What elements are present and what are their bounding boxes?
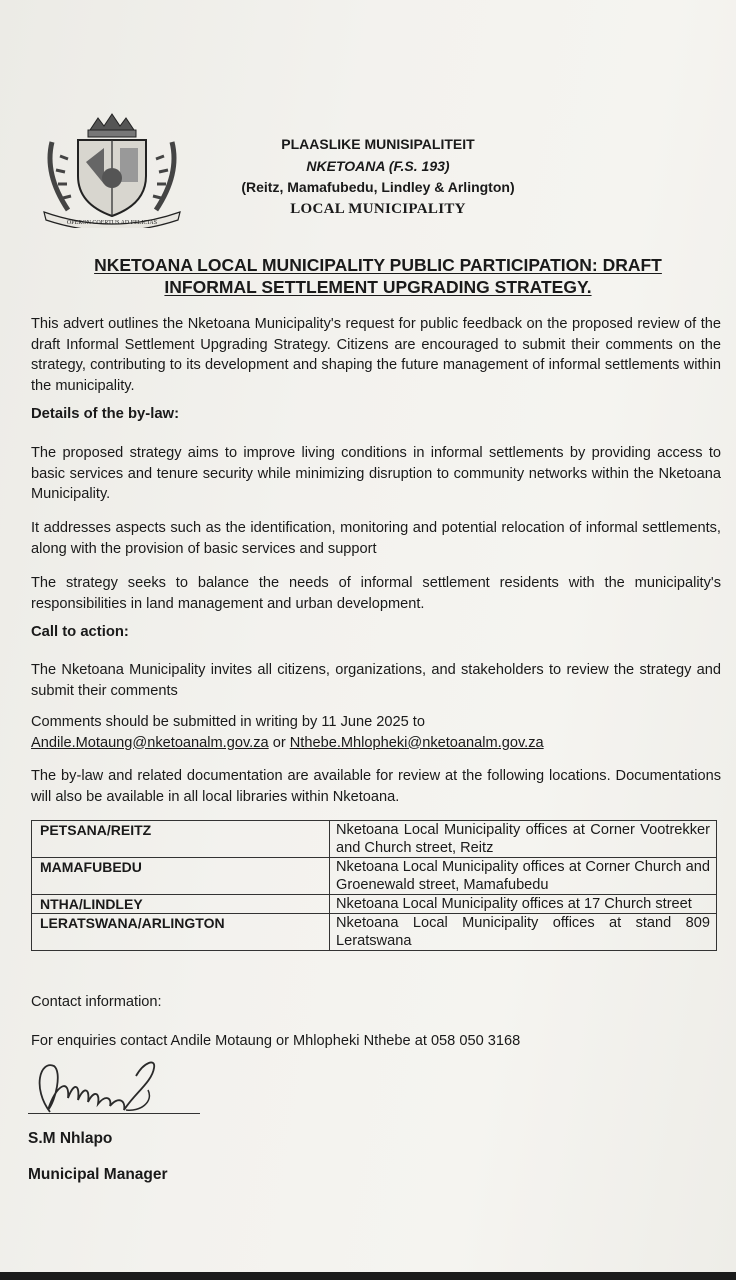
details-paragraph-1: The proposed strategy aims to improve living conditions in informal settlements by providing access to basic services and tenure security while minimizing disruption to community networks within the Nketoana Municipality. xyxy=(31,445,721,502)
signatory-name: S.M Nhlapo xyxy=(28,1130,113,1147)
details-paragraph-3: The strategy seeks to balance the needs of informal settlement residents with the municipality's responsibilities in land management and urban development. xyxy=(31,575,721,612)
submission-text: Comments should be submitted in writing by 11 June 2025 to xyxy=(31,714,425,730)
call-paragraph-1: The Nketoana Municipality invites all citizens, organizations, and stakeholders to review the strategy and submit their comments xyxy=(31,662,721,699)
or-text: or xyxy=(272,734,286,751)
intro-paragraph: This advert outlines the Nketoana Municipality's request for public feedback on the proposed review of the draft Informal Settlement Upgrading Strategy. Citizens are encouraged to submit their comments on the strategy, contributing to its development and shaping the future management of informal settlements within the municipality. xyxy=(31,316,721,394)
document-title xyxy=(40,254,716,298)
location-name: PETSANA/REITZ xyxy=(32,821,330,858)
email-link-2[interactable]: Nthebe.Mhlopheki@nketoanalm.gov.za xyxy=(289,734,544,751)
table-row xyxy=(32,895,717,914)
location-name: MAMAFUBEDU xyxy=(32,858,330,895)
table-row xyxy=(32,821,717,858)
call-to-action-heading: Call to action: xyxy=(31,624,129,640)
contact-paragraph: For enquiries contact Andile Motaung or Mhlopheki Nthebe at 058 050 3168 xyxy=(31,1033,521,1049)
location-address: Nketoana Local Municipality offices at 17 Church street xyxy=(330,895,717,914)
details-paragraph-2: It addresses aspects such as the identification, monitoring and potential relocation of informal settlements, along with the provision of basic services and support xyxy=(31,520,721,557)
crest-motto: OPERON COERTUS AD FELICIAS xyxy=(66,220,158,226)
location-name: NTHA/LINDLEY xyxy=(32,895,330,914)
letterhead-line-3: (Reitz, Mamafubedu, Lindley & Arlington) xyxy=(241,179,515,195)
letterhead-line-1: PLAASLIKE MUNISIPALITEIT xyxy=(281,136,475,152)
details-heading: Details of the by-law: xyxy=(31,406,179,422)
title-line-1: NKETOANA LOCAL MUNICIPALITY PUBLIC PARTICIPATION: DRAFT xyxy=(94,255,662,275)
location-name: LERATSWANA/ARLINGTON xyxy=(32,914,330,951)
signature-icon xyxy=(30,1054,210,1122)
location-address: Nketoana Local Municipality offices at Corner Church and Groenewald street, Mamafubedu xyxy=(330,858,717,895)
letterhead xyxy=(210,134,546,220)
municipal-crest-icon xyxy=(38,112,186,228)
location-address: Nketoana Local Municipality offices at stand 809 Leratswana xyxy=(330,914,717,951)
table-row xyxy=(32,858,717,895)
letterhead-line-4: LOCAL MUNICIPALITY xyxy=(290,200,466,217)
locations-table xyxy=(31,820,717,951)
submission-paragraph xyxy=(31,712,721,753)
title-line-2: INFORMAL SETTLEMENT UPGRADING STRATEGY. xyxy=(164,277,592,297)
location-address: Nketoana Local Municipality offices at Corner Vootrekker and Church street, Reitz xyxy=(330,821,717,858)
contact-heading: Contact information: xyxy=(31,994,162,1010)
documentation-paragraph: The by-law and related documentation are available for review at the following locations. Documentations will also be available in all local libraries within Nketoana. xyxy=(31,768,721,805)
email-link-1[interactable]: Andile.Motaung@nketoanalm.gov.za xyxy=(31,734,269,751)
signatory-title: Municipal Manager xyxy=(28,1166,168,1183)
letterhead-line-2: NKETOANA (F.S. 193) xyxy=(306,157,450,174)
signature-line xyxy=(28,1113,200,1114)
table-row xyxy=(32,914,717,951)
